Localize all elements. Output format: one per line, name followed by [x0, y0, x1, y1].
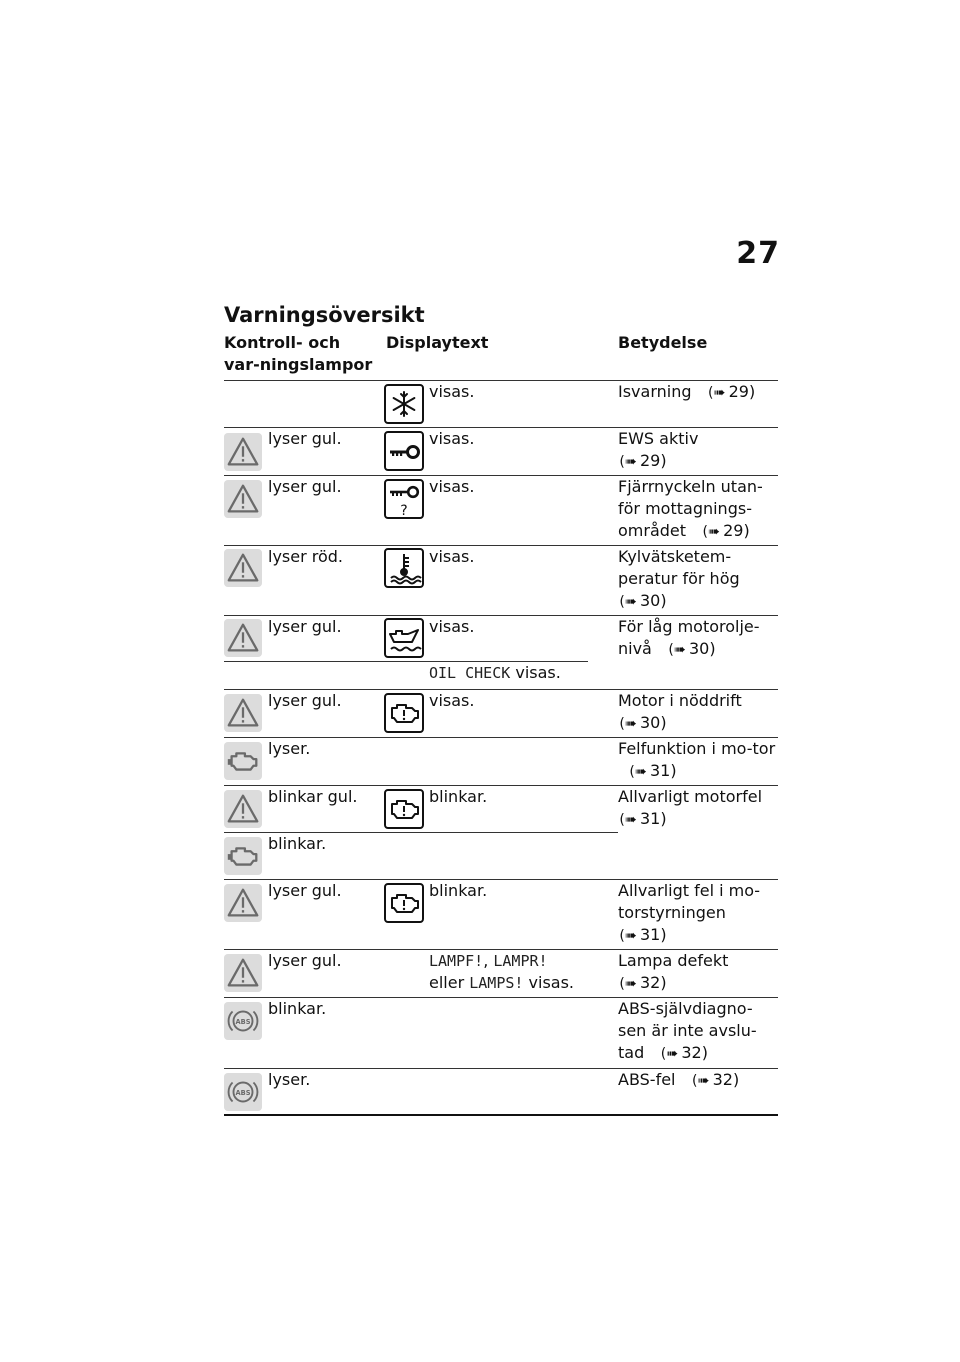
warning-triangle-icon — [224, 884, 262, 922]
abs-lamp-icon — [224, 1002, 262, 1040]
row-8-display-text: blinkar. — [429, 881, 488, 900]
row-10-lamp-text: blinkar. — [268, 999, 327, 1018]
row-4-meaning: För låg motorolje-nivå (➠ 30) — [618, 617, 760, 658]
arrow-icon: ➠ — [624, 594, 637, 610]
row-7-meaning: Allvarligt motorfel (➠ 31) — [618, 787, 763, 828]
row-7-lamp-text: blinkar gul. — [268, 787, 358, 806]
row-6-lamp-text: lyser. — [268, 739, 311, 758]
table-rule — [224, 661, 384, 662]
warning-triangle-icon — [224, 694, 262, 732]
header-display: Displaytext — [386, 333, 489, 352]
warning-triangle-icon — [224, 954, 262, 992]
row-8-meaning: Allvarligt fel i mo-torstyrningen (➠ 31) — [618, 881, 761, 944]
arrow-icon: ➠ — [673, 642, 686, 658]
row-7-display-text: blinkar. — [429, 787, 488, 806]
engine-icon — [384, 883, 424, 923]
engine-lamp-icon — [224, 742, 262, 780]
row-4-display-text-2: OIL CHECK visas. — [429, 663, 561, 682]
row-3-lamp-text: lyser röd. — [268, 547, 344, 566]
row-2-lamp-text: lyser gul. — [268, 477, 342, 496]
header-meaning: Betydelse — [618, 333, 708, 352]
arrow-icon: ➠ — [624, 928, 637, 944]
row-5-display-text: visas. — [429, 691, 475, 710]
row-2-meaning: Fjärrnyckeln utan-för mottagnings-området (➠ 29) — [618, 477, 763, 540]
arrow-icon: ➠ — [624, 976, 637, 992]
warning-triangle-icon — [224, 549, 262, 587]
arrow-icon: ➠ — [634, 764, 647, 780]
row-11-lamp-text: lyser. — [268, 1070, 311, 1089]
row-4-lamp-text: lyser gul. — [268, 617, 342, 636]
row-8-lamp-text: lyser gul. — [268, 881, 342, 900]
key-question-icon — [384, 479, 424, 519]
arrow-icon: ➠ — [624, 454, 637, 470]
section-title: Varningsöversikt — [224, 303, 425, 327]
arrow-icon: ➠ — [697, 1073, 710, 1089]
arrow-icon: ➠ — [624, 716, 637, 732]
row-4-display-text: visas. — [429, 617, 475, 636]
warning-triangle-icon — [224, 433, 262, 471]
engine-icon — [384, 693, 424, 733]
row-5-meaning: Motor i nöddrift (➠ 30) — [618, 691, 742, 732]
row-3-meaning: Kylvätsketem-peratur för hög (➠ 30) — [618, 547, 740, 610]
arrow-icon: ➠ — [713, 385, 726, 401]
row-10-meaning: ABS-självdiagno-sen är inte avslu-tad (➠ 32) — [618, 999, 757, 1062]
row-7-lamp-text-2: blinkar. — [268, 834, 327, 853]
row-0-meaning: Isvarning (➠ 29) — [618, 382, 756, 401]
snowflake-icon — [384, 384, 424, 424]
row-11-meaning: ABS-fel (➠ 32) — [618, 1070, 740, 1089]
row-1-display-text: visas. — [429, 429, 475, 448]
coolant-temperature-icon — [384, 548, 424, 588]
engine-lamp-icon — [224, 837, 262, 875]
row-9-meaning: Lampa defekt (➠ 32) — [618, 951, 729, 992]
row-9-display-text-line-1: LAMPF!, LAMPR! — [429, 951, 548, 970]
row-2-display-text: visas. — [429, 477, 475, 496]
header-lamps: Kontroll- och var-ningslampor — [224, 333, 373, 374]
warning-triangle-icon — [224, 619, 262, 657]
row-0-display-text: visas. — [429, 382, 475, 401]
arrow-icon: ➠ — [666, 1046, 678, 1062]
arrow-icon: ➠ — [624, 812, 637, 828]
engine-icon — [384, 789, 424, 829]
page-number: 27 — [736, 236, 780, 271]
warning-triangle-icon — [224, 480, 262, 518]
table-bottom-rule — [224, 1114, 778, 1116]
row-5-lamp-text: lyser gul. — [268, 691, 342, 710]
row-9-display-text-line-2: eller LAMPS! visas. — [429, 973, 574, 992]
abs-lamp-icon — [224, 1073, 262, 1111]
arrow-icon: ➠ — [707, 524, 720, 540]
row-9-lamp-text: lyser gul. — [268, 951, 342, 970]
oil-can-icon — [384, 618, 424, 658]
row-3-display-text: visas. — [429, 547, 475, 566]
row-1-meaning: EWS aktiv (➠ 29) — [618, 429, 699, 470]
key-icon — [384, 431, 424, 471]
row-1-lamp-text: lyser gul. — [268, 429, 342, 448]
warning-triangle-icon — [224, 790, 262, 828]
row-6-meaning: Felfunktion i mo-tor (➠ 31) — [618, 739, 776, 780]
svg-text:?: ? — [400, 503, 408, 519]
